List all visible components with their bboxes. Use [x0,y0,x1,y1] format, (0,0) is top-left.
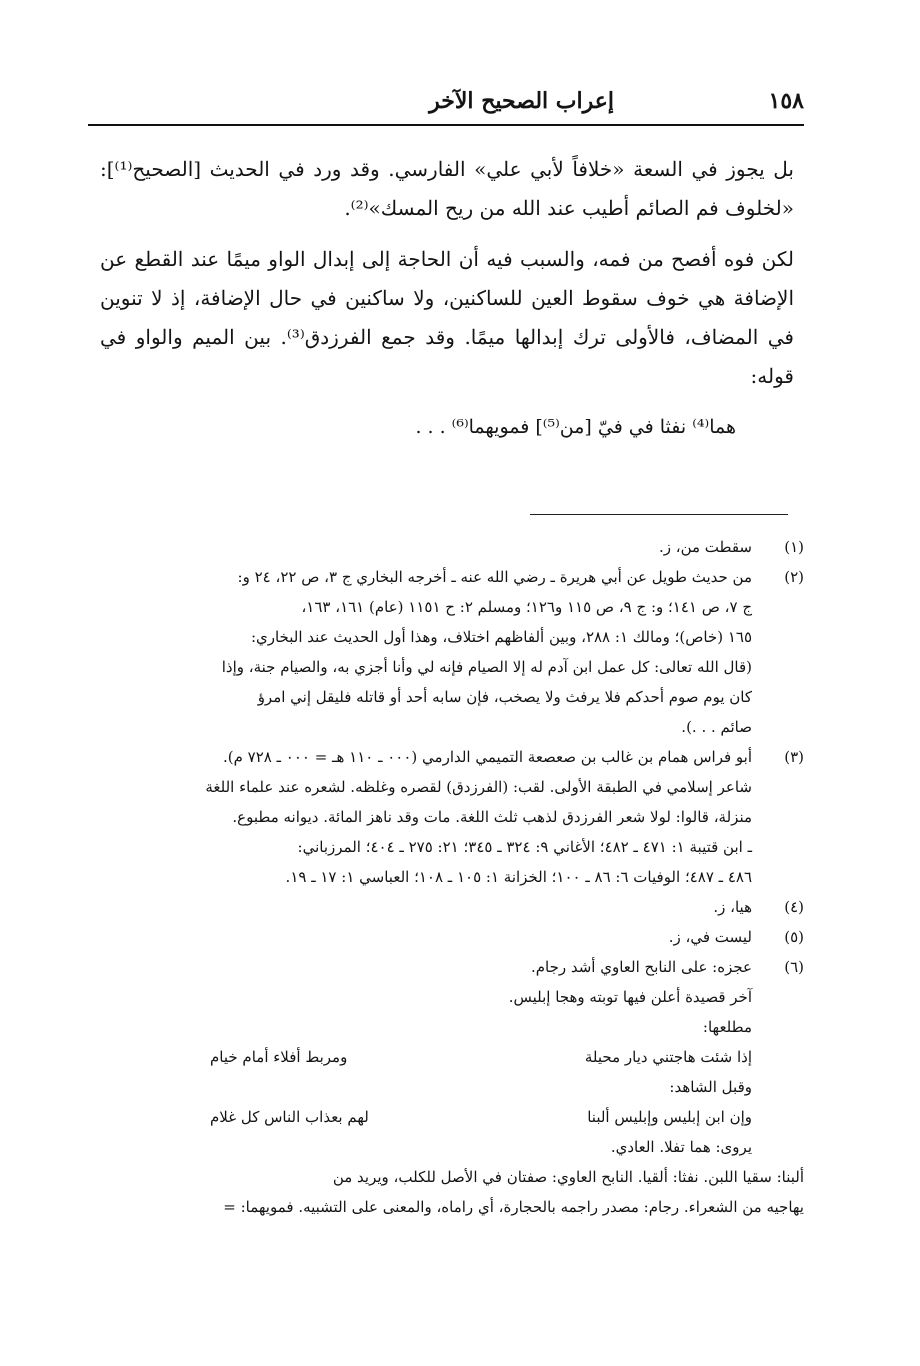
footnote-5 [100,922,804,952]
footnote-line: أبو فراس همام بن غالب بن صعصعة التميمي الدارمي (٠٠٠ ـ ١١٠ هـ = ٠٠٠ ـ ٧٢٨ م). [222,748,752,766]
footnote-gloss [100,1162,804,1222]
paragraph-2: لكن فوه أفصح من فمه، والسبب فيه أن الحاجة إلى إبدال الواو ميمًا عند القطع عن الإضافة هي خوف سقوط العين للساكنين، ولا ساكنين في حال الإضافة، إذ لا تنوين في المضاف، فالأولى ترك إبدالها ميمًا. وقد جمع الفرزدق⁽³⁾. بين الميم والواو في قوله: [100,247,794,388]
footnote-line: (قال الله تعالى: كل عمل ابن آدم له إلا الصيام فإنه لي وأنا أجزي به، والصيام جنة، وإذا [221,658,752,676]
poem-hemistich-left: ومربط أفلاء أمام خيام [210,1048,348,1066]
poem-line-1 [100,1042,752,1072]
paragraph-1: بل يجوز في السعة «خلافاً لأبي علي» الفارسي. وقد ورد في الحديث [الصحيح⁽¹⁾]: «لخلوف فم الصائم أطيب عند الله من ريح المسك»⁽²⁾. [100,157,794,220]
footnote-line: ج ٧، ص ١٤١؛ و: ج ٩، ص ١١٥ و١٢٦؛ ومسلم ٢: ح ١١٥١ (عام) ١٦١، ١٦٣، [301,598,752,616]
page-header [88,88,804,126]
poem-line-2 [100,1102,752,1132]
footnote-line: عجزه: على النابح العاوي أشد رجام. [530,958,752,976]
footnote-line: كان يوم صوم أحدكم فلا يرفث ولا يصخب، فإن سابه أحد أو قاتله فليقل إني امرؤ [257,688,752,706]
footnote-line: يهاجيه من الشعراء. رجام: مصدر راجمه بالحجارة، أي راماه، والمعنى على التشبيه. فمويهما: = [223,1198,804,1216]
main-text [100,150,794,447]
footnote-number: (٦) [784,958,804,976]
footnote-number: (٣) [784,748,804,766]
footnote-line: من حديث طويل عن أبي هريرة ـ رضي الله عنه ـ أخرجه البخاري ج ٣، ص ٢٢، ٢٤ و: [237,568,752,586]
footnote-line: يروى: هما تفلا. العادي. [610,1138,752,1156]
footnote-line: شاعر إسلامي في الطبقة الأولى. لقب: (الفرزدق) لقصره وغلظه. لشعره عند علماء اللغة [205,778,752,796]
footnote-3 [100,742,804,892]
footnote-number: (٢) [784,568,804,586]
footnote-line: ـ ابن قتيبة ١: ٤٧١ ـ ٤٨٢؛ الأغاني ٩: ٣٢٤ ـ ٣٤٥؛ ٢١: ٢٧٥ ـ ٤٠٤؛ المرزباني: [297,838,752,856]
page-number: ١٥٨ [768,88,804,114]
footnote-number: (٥) [784,928,804,946]
footnote-line: منزلة، قالوا: لولا شعر الفرزدق لذهب ثلث اللغة. مات وقد ناهز المائة. ديوانه مطبوع. [232,808,752,826]
footnotes [100,532,804,1222]
footnote-line: مطلعها: [702,1018,752,1036]
footnote-line: آخر قصيدة أعلن فيها توبته وهجا إبليس. [508,988,752,1006]
footnote-line: ألبنا: سقيا اللبن. نفثا: ألقيا. النابح العاوي: صفتان في الأصل للكلب، ويريد من [332,1168,804,1186]
footnote-line: ٤٨٦ ـ ٤٨٧؛ الوفيات ٦: ٨٦ ـ ١٠٠؛ الخزانة ١: ١٠٥ ـ ١٠٨؛ العباسي ١: ١٧ ـ ١٩. [285,868,752,886]
verse-quote: هما⁽⁴⁾ نفثا في فيّ [من⁽⁵⁾] فمويهما⁽⁶⁾ . . . [415,416,736,438]
footnote-2 [100,562,804,742]
running-title: إعراب الصحيح الآخر [429,88,614,114]
footnote-1 [100,532,804,562]
poem-hemistich-right: إذا شئت هاجتني ديار محيلة [584,1048,752,1066]
footnote-line: صائم . . .). [681,718,752,736]
footnote-6 [100,952,804,1162]
footnote-line: وقبل الشاهد: [669,1078,752,1096]
footnote-4 [100,892,804,922]
poem-hemistich-left: لهم بعذاب الناس كل غلام [210,1108,369,1126]
footnote-separator [530,514,788,515]
footnote-number: (٤) [784,898,804,916]
footnote-line: هيا، ز. [713,898,752,916]
footnote-number: (١) [784,538,804,556]
footnote-line: ليست في، ز. [668,928,752,946]
poem-hemistich-right: وإن ابن إبليس وإبليس ألبنا [587,1108,752,1126]
footnote-line: ١٦٥ (خاص)؛ ومالك ١: ٢٨٨، وبين ألفاظهم اختلاف، وهذا أول الحديث عند البخاري: [250,628,752,646]
footnote-line: سقطت من، ز. [658,538,752,556]
